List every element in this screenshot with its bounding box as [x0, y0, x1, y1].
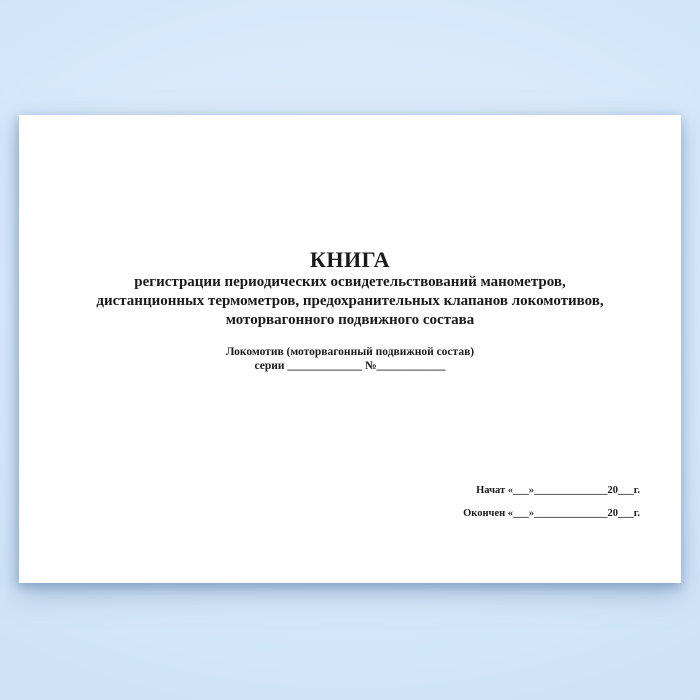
- subtitle-line-3: моторвагонного подвижного состава: [225, 312, 475, 328]
- date-finished-line: Окончен «___»______________20___г.: [463, 508, 640, 519]
- locomotive-label: Локомотив (моторвагонный подвижной состав): [225, 346, 475, 358]
- book-cover-page: [19, 115, 681, 583]
- series-number-line: серии _____________ №____________: [254, 359, 446, 372]
- subtitle-line-1: регистрации периодических освидетельствований манометров,: [134, 274, 566, 290]
- book-title: КНИГА: [309, 247, 391, 272]
- book-subtitle: [19, 273, 681, 330]
- subtitle-line-2: дистанционных термометров, предохранительных клапанов локомотивов,: [96, 293, 604, 309]
- dates-block: [463, 485, 640, 520]
- title-block: [19, 247, 681, 330]
- date-started-line: Начат «___»______________20___г.: [476, 485, 640, 496]
- locomotive-block: [19, 346, 681, 373]
